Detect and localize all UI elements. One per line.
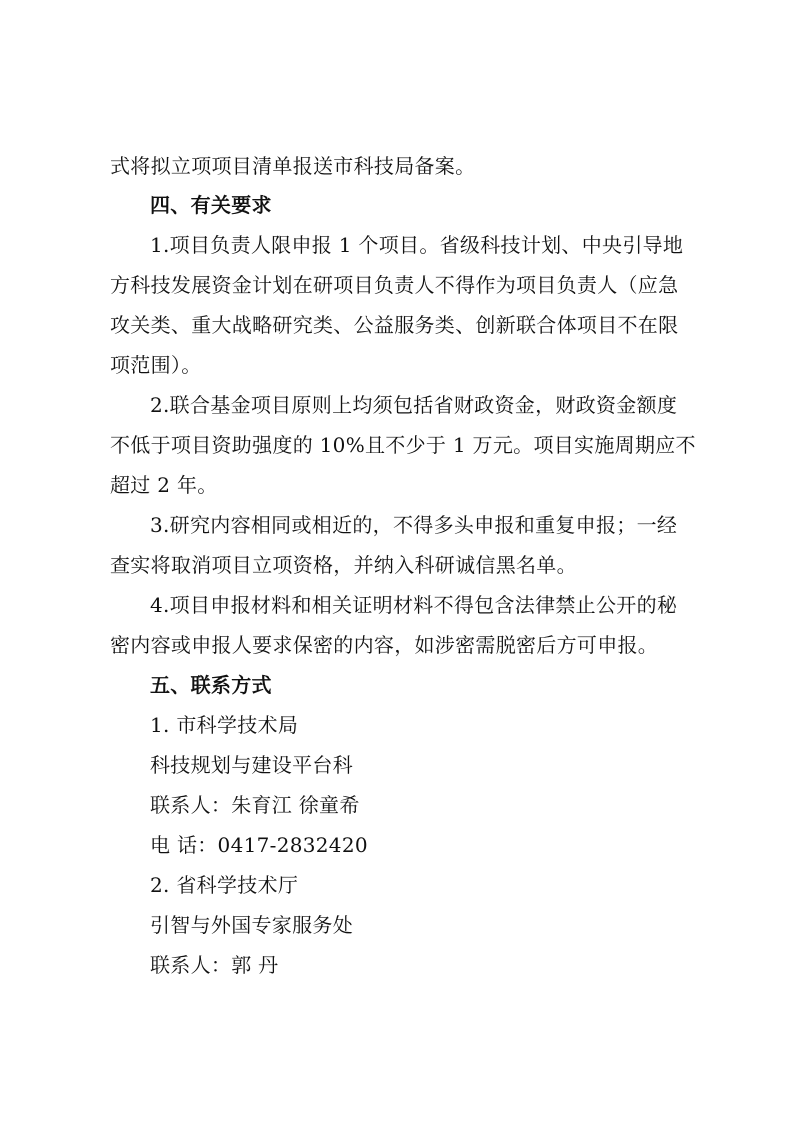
requirement-3-line: 3.研究内容相同或相近的，不得多头申报和重复申报；一经 — [150, 513, 678, 537]
paragraph-line: 式将拟立项项目清单报送市科技局备案。 — [110, 154, 476, 178]
contact-person-2: 联系人：郭 丹 — [150, 953, 279, 977]
requirement-2-line: 不低于项目资助强度的 10%且不少于 1 万元。项目实施周期应不 — [110, 433, 696, 457]
section-heading-contact: 五、联系方式 — [150, 673, 272, 697]
requirement-2-line: 2.联合基金项目原则上均须包括省财政资金，财政资金额度 — [150, 393, 678, 417]
requirement-1-line: 项范围）。 — [110, 353, 202, 377]
requirement-4-line: 4.项目申报材料和相关证明材料不得包含法律禁止公开的秘 — [150, 593, 678, 617]
contact-org-1: 1. 市科学技术局 — [150, 713, 299, 737]
requirement-2-line: 超过 2 年。 — [110, 473, 218, 497]
contact-org-2: 2. 省科学技术厅 — [150, 873, 299, 897]
contact-dept-1: 科技规划与建设平台科 — [150, 753, 353, 777]
contact-dept-2: 引智与外国专家服务处 — [150, 913, 353, 937]
requirement-1-line: 方科技发展资金计划在研项目负责人不得作为项目负责人（应急 — [110, 273, 679, 297]
requirement-3-line: 查实将取消项目立项资格，并纳入科研诚信黑名单。 — [110, 553, 577, 577]
requirement-4-line: 密内容或申报人要求保密的内容，如涉密需脱密后方可申报。 — [110, 633, 659, 657]
contact-person-1: 联系人：朱育江 徐童希 — [150, 793, 360, 817]
section-heading-requirements: 四、有关要求 — [150, 193, 272, 217]
requirement-1-line: 1.项目负责人限申报 1 个项目。省级科技计划、中央引导地 — [150, 233, 684, 257]
contact-phone-1: 电 话：0417-2832420 — [150, 833, 368, 857]
requirement-1-line: 攻关类、重大战略研究类、公益服务类、创新联合体项目不在限 — [110, 313, 679, 337]
